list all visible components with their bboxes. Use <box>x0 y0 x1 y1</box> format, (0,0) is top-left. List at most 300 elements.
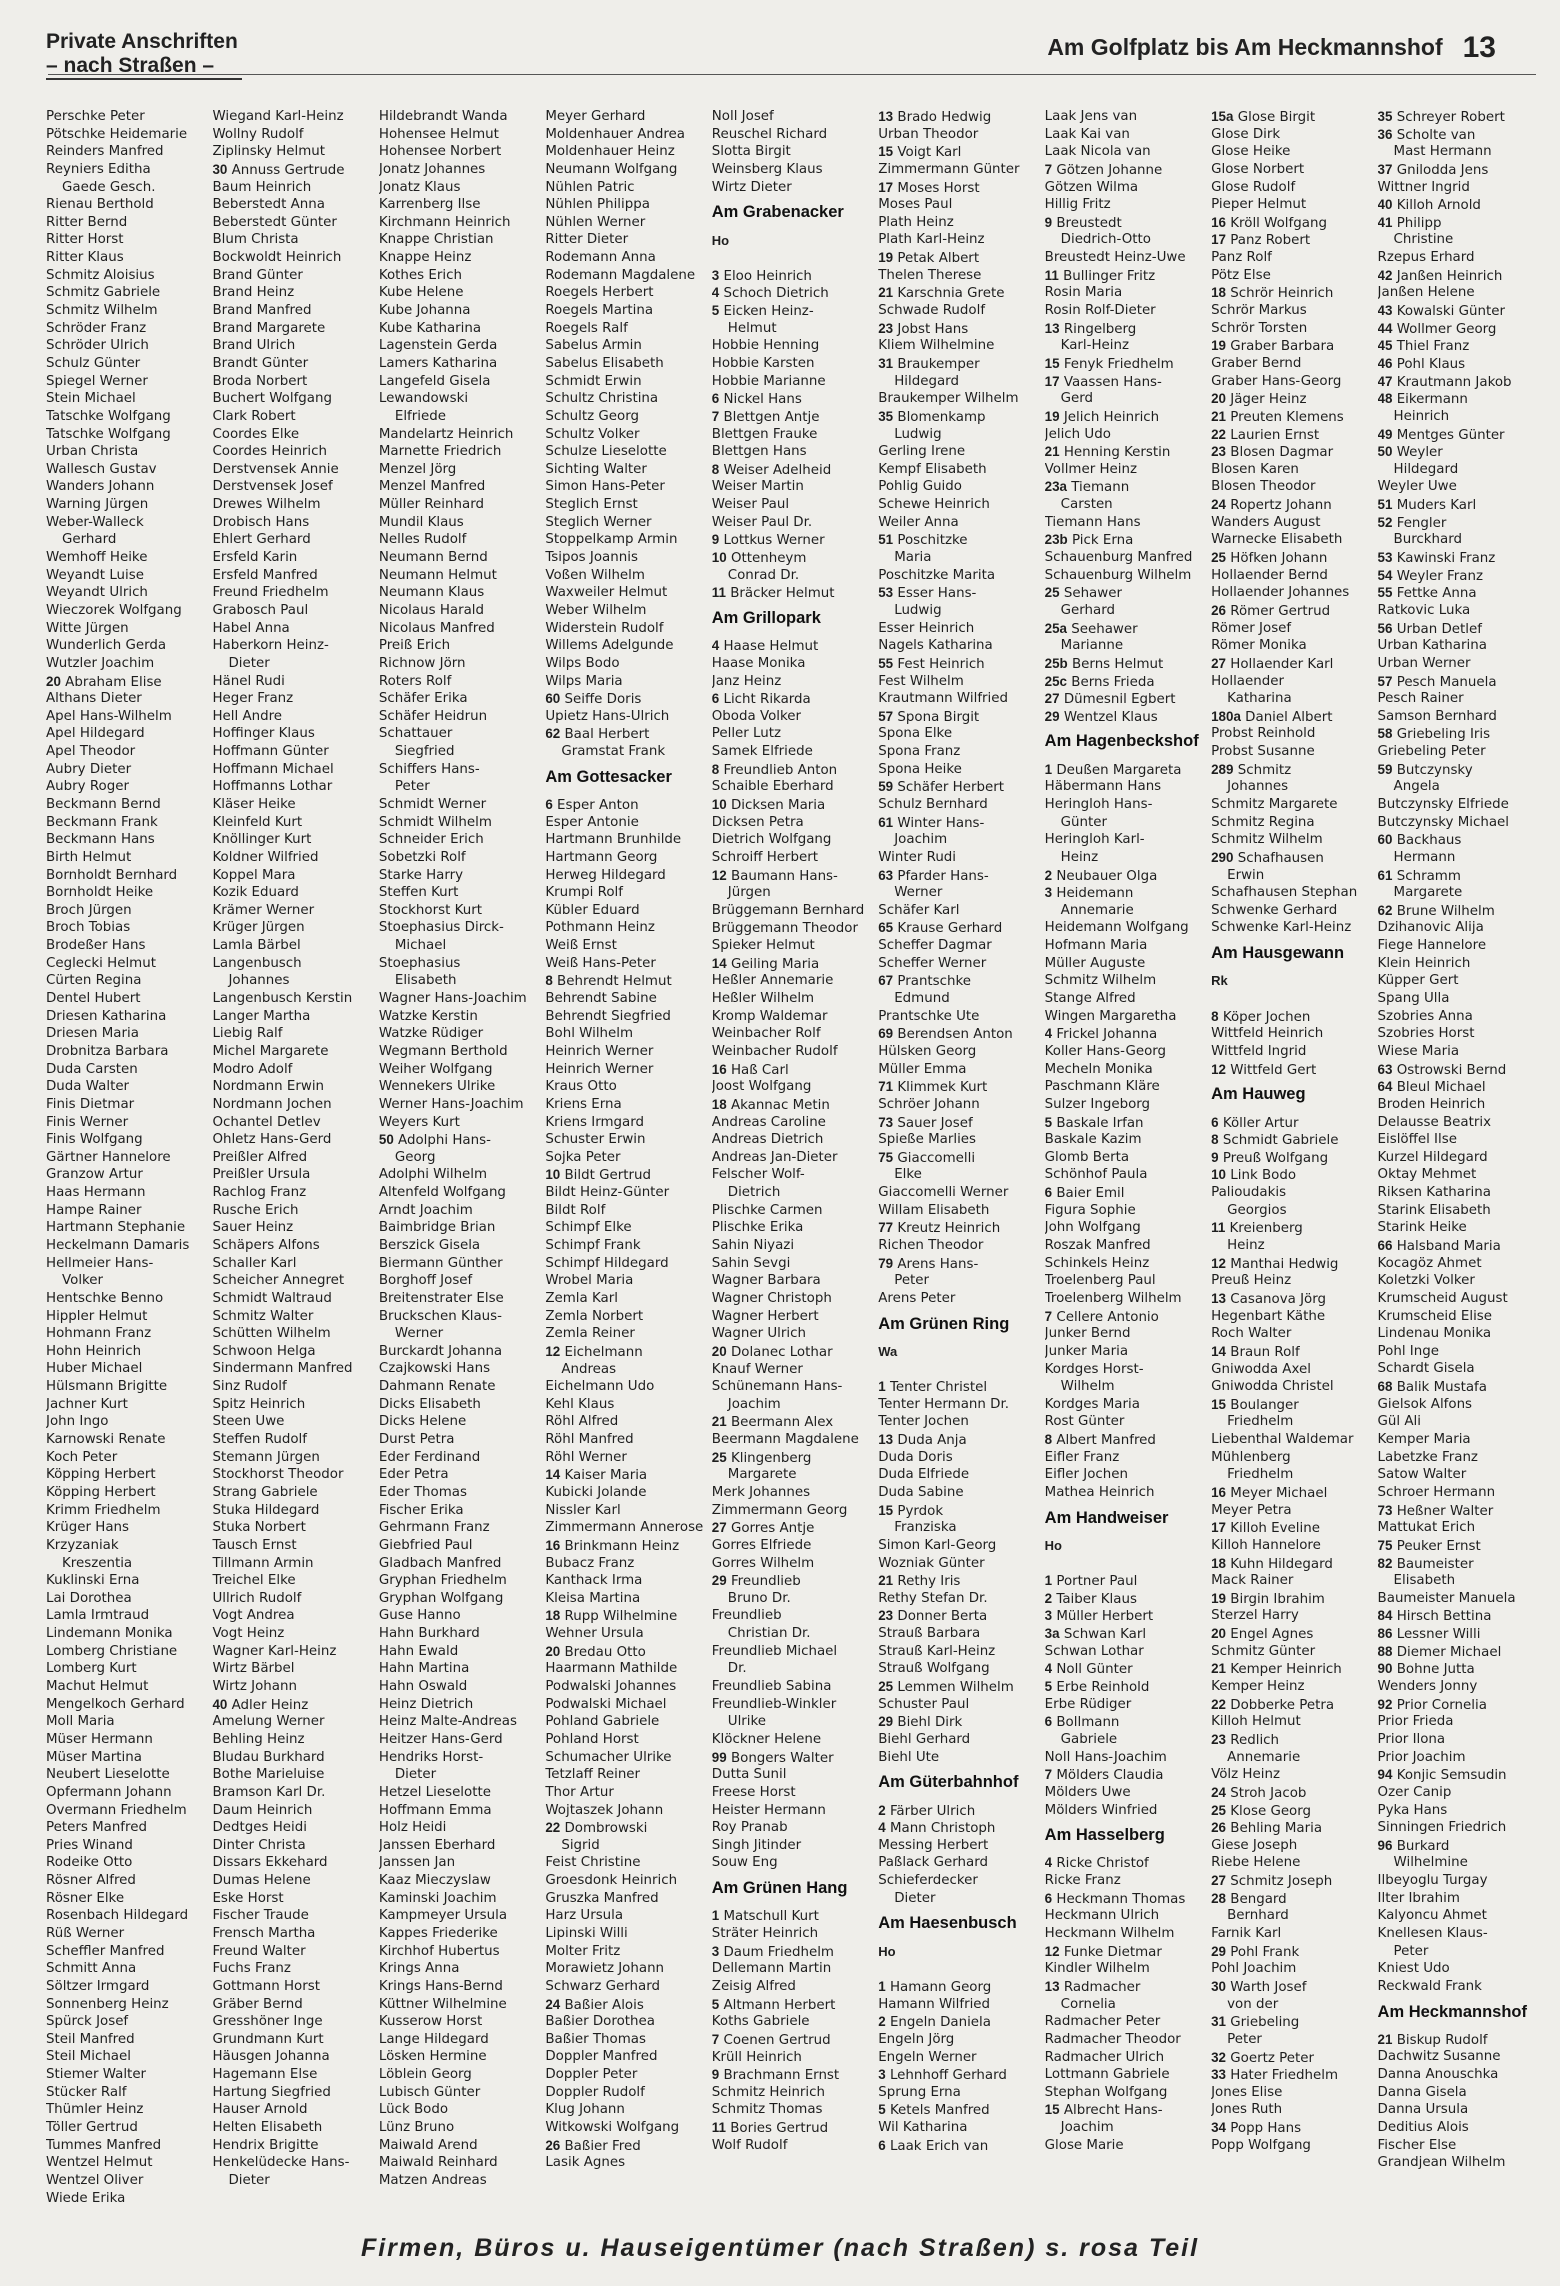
resident-name: Wilhelm <box>1060 1379 1115 1395</box>
resident-name: Donner Berta <box>897 1609 988 1625</box>
resident-entry <box>1045 390 1205 408</box>
resident-entry <box>46 1555 206 1573</box>
house-number: 84 <box>1377 1608 1393 1624</box>
resident-entry <box>1045 1872 1205 1890</box>
resident-entry <box>1378 1149 1538 1167</box>
house-number: 60 <box>1377 832 1393 848</box>
resident-entry <box>878 1607 1038 1625</box>
resident-name: Erbe Rüdiger <box>1044 1696 1132 1712</box>
resident-entry <box>379 690 539 708</box>
resident-entry <box>212 1343 372 1361</box>
resident-name: Spona Elke <box>878 726 953 742</box>
resident-entry <box>878 1890 1038 1908</box>
resident-name: Wehner Ursula <box>545 1626 644 1642</box>
resident-name: Frickel Johanna <box>1056 1027 1158 1043</box>
house-number: 4 <box>1044 1026 1053 1042</box>
resident-entry <box>1378 1131 1538 1149</box>
resident-name: Adolphi Hans- <box>398 1133 491 1149</box>
house-number: 15a <box>1211 109 1234 124</box>
resident-name: Mandelartz Heinrich <box>378 426 514 442</box>
resident-name: Rodemann Magdalene <box>545 267 696 283</box>
resident-name: Andreas Jan-Dieter <box>711 1149 838 1165</box>
resident-name: Gerling Irene <box>878 444 966 460</box>
resident-name: Schramm <box>1396 868 1461 884</box>
resident-name: Laak Nicola van <box>1044 144 1151 160</box>
resident-entry <box>379 1590 539 1608</box>
resident-entry <box>712 531 872 549</box>
house-number: 25 <box>1044 585 1060 601</box>
resident-entry <box>1045 126 1205 144</box>
directory-column <box>46 108 206 2226</box>
resident-entry <box>1045 1572 1205 1590</box>
resident-entry <box>878 1237 1038 1255</box>
house-number: 25b <box>1044 655 1068 671</box>
resident-entry <box>1211 1361 1371 1379</box>
resident-name: Labetzke Franz <box>1377 1449 1478 1465</box>
resident-name: Schmitz Regina <box>1211 814 1315 830</box>
resident-entry <box>712 1025 872 1043</box>
resident-entry <box>1045 514 1205 532</box>
resident-entry <box>46 1325 206 1343</box>
resident-entry <box>379 1237 539 1255</box>
resident-entry <box>1211 231 1371 249</box>
house-number: 12 <box>1211 1061 1227 1077</box>
resident-entry <box>712 920 872 938</box>
resident-name: Rienau Berthold <box>46 197 154 213</box>
resident-entry <box>1211 1131 1371 1149</box>
resident-name: Reinders Manfred <box>46 144 164 160</box>
resident-entry <box>878 955 1038 973</box>
resident-name: Popp Wolfgang <box>1211 2137 1311 2153</box>
resident-entry <box>379 1960 539 1978</box>
resident-entry <box>878 584 1038 602</box>
resident-name: Pohl Frank <box>1230 1944 1300 1960</box>
resident-entry <box>212 337 372 355</box>
resident-name: Freund Friedhelm <box>212 585 329 601</box>
resident-entry <box>878 655 1038 673</box>
resident-entry <box>1211 1290 1371 1308</box>
resident-entry <box>379 1837 539 1855</box>
resident-entry <box>1211 1625 1371 1643</box>
resident-name: Sobetzki Rolf <box>378 849 466 865</box>
resident-name: Coordes Elke <box>212 426 300 442</box>
resident-name: Winter Rudi <box>878 849 957 865</box>
resident-entry <box>545 655 705 673</box>
resident-entry <box>212 1360 372 1378</box>
resident-name: Hollaender <box>1211 673 1284 689</box>
resident-name: Baßier Alois <box>564 1997 644 2013</box>
resident-entry <box>1211 1519 1371 1537</box>
resident-entry <box>212 143 372 161</box>
resident-name: Kaiser Maria <box>564 1468 648 1484</box>
house-number: 65 <box>878 920 894 936</box>
resident-entry <box>46 478 206 496</box>
resident-name: Willam Elisabeth <box>878 1202 990 1218</box>
resident-entry <box>878 725 1038 743</box>
resident-entry <box>1378 1255 1538 1273</box>
resident-entry <box>545 1872 705 1890</box>
resident-entry <box>878 1643 1038 1661</box>
resident-name: Esper Antonie <box>545 814 639 830</box>
resident-entry <box>878 1219 1038 1237</box>
resident-name: Kirchmann Heinrich <box>378 214 511 230</box>
house-number: 8 <box>545 973 553 989</box>
resident-name: Prior Frieda <box>1377 1714 1454 1730</box>
resident-name: Watzke Rüdiger <box>378 1026 484 1042</box>
resident-name: Brand Ulrich <box>212 338 296 354</box>
resident-name: John Ingo <box>46 1414 109 1430</box>
resident-entry <box>1211 408 1371 426</box>
resident-entry <box>1211 708 1371 726</box>
resident-entry <box>1378 937 1538 955</box>
resident-entry <box>46 549 206 567</box>
resident-name: Gaede Gesch. <box>62 179 156 195</box>
resident-entry <box>1211 514 1371 532</box>
resident-name: Laak Erich van <box>889 2138 989 2154</box>
resident-entry <box>46 1008 206 1026</box>
resident-name: Ulrike <box>727 1714 767 1730</box>
house-number: 62 <box>1377 902 1393 918</box>
resident-entry <box>1378 1219 1538 1237</box>
resident-entry <box>212 1325 372 1343</box>
resident-name: Franziska <box>894 1520 957 1536</box>
resident-entry <box>1211 2137 1371 2155</box>
resident-name: Töller Gertrud <box>46 2120 138 2136</box>
resident-entry <box>379 302 539 320</box>
resident-name: Hoffmann Günter <box>212 744 329 760</box>
resident-name: Radmacher Ulrich <box>1044 2049 1165 2065</box>
resident-entry <box>212 531 372 549</box>
resident-entry <box>712 390 872 408</box>
resident-entry <box>212 1449 372 1467</box>
resident-entry <box>1045 1361 1205 1379</box>
resident-name: Preuß Wolfgang <box>1222 1150 1329 1166</box>
resident-entry <box>1378 637 1538 655</box>
resident-entry <box>1378 1784 1538 1802</box>
resident-name: Doppler Peter <box>545 2067 638 2083</box>
resident-entry <box>1211 1166 1371 1184</box>
resident-entry <box>46 1643 206 1661</box>
house-number: 24 <box>1211 1784 1227 1800</box>
resident-entry <box>46 2172 206 2190</box>
resident-name: Tiemann Hans <box>1044 514 1141 530</box>
resident-entry <box>1378 531 1538 549</box>
resident-name: Broda Norbert <box>212 373 308 389</box>
resident-name: Duda Doris <box>878 1449 953 1465</box>
resident-name: Deditius Alois <box>1377 2120 1469 2136</box>
house-number: 64 <box>1377 1079 1393 1095</box>
resident-entry <box>545 2137 705 2155</box>
resident-name: Gehrmann Franz <box>378 1520 490 1536</box>
resident-entry <box>1045 196 1205 214</box>
resident-entry <box>379 1907 539 1925</box>
resident-name: Kromp Waldemar <box>711 1008 828 1024</box>
resident-entry <box>545 919 705 937</box>
resident-name: Hildebrandt Wanda <box>378 109 508 124</box>
resident-entry <box>712 320 872 338</box>
house-number: 7 <box>1044 1308 1053 1324</box>
resident-name: Lubisch Günter <box>378 2084 481 2100</box>
resident-name: Marnette Friedrich <box>378 444 502 460</box>
resident-entry <box>1211 567 1371 585</box>
resident-name: Stuka Hildegard <box>212 1502 320 1518</box>
directory-column <box>712 108 872 2226</box>
resident-entry <box>1211 1308 1371 1326</box>
resident-entry <box>46 231 206 249</box>
resident-name: Kindler Wilhelm <box>1044 1961 1150 1977</box>
resident-entry <box>1211 1537 1371 1555</box>
resident-entry <box>1045 849 1205 867</box>
resident-entry <box>878 937 1038 955</box>
resident-entry <box>212 1890 372 1908</box>
resident-name: Kemper Maria <box>1377 1432 1471 1448</box>
resident-name: Dissars Ekkehard <box>212 1855 328 1871</box>
resident-name: Götzen Wilma <box>1044 179 1139 195</box>
resident-entry <box>46 1978 206 1996</box>
resident-name: Mölders Winfried <box>1044 1802 1158 1818</box>
resident-name: Koller Hans-Georg <box>1044 1043 1167 1059</box>
resident-name: Sichting Walter <box>545 461 647 477</box>
resident-entry <box>1378 478 1538 496</box>
resident-name: Ketels Manfred <box>889 2103 990 2119</box>
resident-name: Sigrid <box>561 1837 600 1853</box>
resident-name: Szobries Anna <box>1377 1008 1473 1024</box>
resident-name: Groesdonk Heinrich <box>545 1873 678 1889</box>
house-number: 4 <box>711 638 720 654</box>
resident-entry <box>545 214 705 232</box>
resident-entry <box>545 725 705 743</box>
resident-name: Gryphan Wolfgang <box>378 1590 504 1606</box>
resident-name: Schäfer Herbert <box>897 780 1004 796</box>
resident-entry <box>878 1484 1038 1502</box>
resident-name: Gabriele <box>1060 1731 1118 1747</box>
resident-name: Gerhard <box>62 532 117 548</box>
house-number: 90 <box>1377 1661 1393 1677</box>
resident-name: Duda Anja <box>897 1433 967 1449</box>
resident-name: Engeln Daniela <box>889 2015 991 2031</box>
resident-name: Graber Hans-Georg <box>1211 373 1342 389</box>
resident-entry <box>1378 1466 1538 1484</box>
resident-entry <box>712 867 872 885</box>
resident-entry <box>878 1166 1038 1184</box>
resident-name: Schewe Heinrich <box>878 497 990 513</box>
resident-entry <box>878 1078 1038 1096</box>
resident-name: Dedtges Heidi <box>212 1820 307 1836</box>
resident-entry <box>878 2137 1038 2155</box>
resident-entry <box>1045 1466 1205 1484</box>
resident-entry <box>545 179 705 197</box>
resident-name: Rosin Rolf-Dieter <box>1044 303 1156 319</box>
resident-name: Mölders Uwe <box>1044 1784 1131 1800</box>
house-number: 5 <box>1044 1114 1053 1130</box>
resident-name: Boulanger <box>1230 1397 1299 1413</box>
house-number: 13 <box>1044 320 1060 336</box>
resident-entry <box>212 284 372 302</box>
house-number: 32 <box>1211 2049 1227 2065</box>
resident-entry <box>379 796 539 814</box>
resident-name: Strauß Barbara <box>878 1626 981 1642</box>
resident-entry <box>712 126 872 144</box>
resident-name: Link Bodo <box>1230 1168 1297 1184</box>
resident-name: Delausse Beatrix <box>1377 1114 1491 1130</box>
resident-entry <box>46 179 206 197</box>
resident-name: Schultz Christina <box>545 391 659 407</box>
resident-entry <box>46 196 206 214</box>
resident-entry <box>1045 1625 1205 1643</box>
resident-entry <box>1045 1960 1205 1978</box>
resident-name: Birth Helmut <box>46 849 132 865</box>
resident-entry <box>545 1061 705 1079</box>
resident-entry <box>379 1943 539 1961</box>
resident-name: Mentges Günter <box>1396 427 1505 443</box>
resident-name: Mecheln Monika <box>1044 1061 1153 1077</box>
resident-entry <box>379 373 539 391</box>
resident-entry <box>878 1114 1038 1132</box>
resident-entry <box>878 478 1038 496</box>
resident-name: Wrobel Maria <box>545 1273 634 1289</box>
resident-entry <box>1045 1166 1205 1184</box>
resident-name: Elke <box>894 1167 922 1183</box>
resident-name: Figura Sophie <box>1044 1202 1136 1218</box>
resident-name: Dietrich Wolfgang <box>711 832 832 848</box>
resident-entry <box>1211 1237 1371 1255</box>
house-number: 23 <box>878 320 894 336</box>
street-heading: Am Heckmannshof <box>1377 2002 1527 2021</box>
resident-name: Dolanec Lothar <box>730 1344 833 1360</box>
resident-name: Schmitz Margarete <box>1211 796 1338 812</box>
resident-name: Hell Andre <box>212 708 283 724</box>
resident-entry <box>545 249 705 267</box>
resident-entry <box>212 1396 372 1414</box>
resident-entry <box>379 1802 539 1820</box>
resident-entry <box>212 1960 372 1978</box>
resident-name: Wilps Bodo <box>545 655 620 671</box>
resident-entry <box>1211 1996 1371 2014</box>
resident-name: Pothmann Heinz <box>545 920 655 936</box>
resident-name: Schardt Gisela <box>1377 1361 1475 1377</box>
resident-entry <box>545 2119 705 2137</box>
resident-name: Noll Josef <box>711 109 774 124</box>
resident-entry <box>712 902 872 920</box>
resident-name: Beckmann Frank <box>46 814 158 830</box>
resident-name: Troelenberg Wilhelm <box>1044 1290 1182 1306</box>
resident-entry <box>1045 531 1205 549</box>
resident-entry <box>379 1008 539 1026</box>
resident-name: Strauß Wolfgang <box>878 1661 990 1677</box>
house-number: 3 <box>878 2067 886 2083</box>
resident-entry <box>1378 708 1538 726</box>
resident-entry <box>46 620 206 638</box>
resident-entry <box>212 426 372 444</box>
resident-name: Baßier Dorothea <box>545 2014 655 2030</box>
resident-entry <box>712 1272 872 1290</box>
resident-name: Koldner Wilfried <box>212 849 319 865</box>
house-number: 3a <box>1044 1626 1060 1642</box>
house-number: 4 <box>1044 1855 1053 1871</box>
resident-name: Weiß Ernst <box>545 938 617 954</box>
resident-name: Prantschke <box>897 974 972 990</box>
resident-name: Wittfeld Ingrid <box>1211 1043 1307 1059</box>
resident-entry <box>379 390 539 408</box>
house-number: 19 <box>1211 1590 1227 1606</box>
resident-entry <box>878 2119 1038 2137</box>
resident-name: Eder Thomas <box>378 1484 467 1500</box>
resident-entry <box>379 2101 539 2119</box>
resident-name: Spitz Heinrich <box>212 1396 306 1412</box>
resident-name: Popp Hans <box>1230 2121 1302 2137</box>
house-number: 30 <box>1211 1978 1227 1994</box>
resident-name: Krzyzaniak <box>46 1537 119 1553</box>
resident-entry <box>878 1678 1038 1696</box>
resident-entry <box>1378 1766 1538 1784</box>
house-number: 88 <box>1377 1643 1393 1659</box>
resident-name: Höfken Johann <box>1230 551 1328 567</box>
resident-entry <box>46 2013 206 2031</box>
resident-entry <box>379 1078 539 1096</box>
resident-entry <box>379 1184 539 1202</box>
resident-name: Köpping Herbert <box>46 1484 156 1500</box>
resident-name: Peters Manfred <box>46 1820 147 1836</box>
resident-entry <box>1211 531 1371 549</box>
resident-entry <box>545 1378 705 1396</box>
district-code: Ho <box>1044 1537 1062 1553</box>
resident-entry <box>545 1466 705 1484</box>
resident-entry <box>46 1413 206 1431</box>
resident-name: Mölders Claudia <box>1056 1768 1164 1784</box>
resident-entry <box>545 1572 705 1590</box>
house-number: 17 <box>878 179 894 195</box>
resident-name: Schrör Torsten <box>1211 320 1308 336</box>
resident-name: Czajkowski Hans <box>378 1361 491 1377</box>
resident-name: Troelenberg Paul <box>1044 1273 1156 1289</box>
resident-entry <box>712 1413 872 1431</box>
resident-name: Grandjean Wilhelm <box>1377 2155 1506 2171</box>
house-number: 54 <box>1377 567 1393 583</box>
resident-entry <box>1211 743 1371 761</box>
resident-name: Brand Manfred <box>212 303 312 319</box>
resident-entry <box>712 496 872 514</box>
resident-name: Dumas Helene <box>212 1873 311 1889</box>
resident-name: Ehlert Gerhard <box>212 532 311 548</box>
resident-entry <box>712 725 872 743</box>
resident-name: Hartung Siegfried <box>212 2084 331 2100</box>
resident-entry <box>712 2101 872 2119</box>
resident-name: Spang Ulla <box>1377 991 1450 1007</box>
resident-entry <box>712 1978 872 1996</box>
resident-name: Joachim <box>1060 2120 1114 2136</box>
resident-name: Baskale Irfan <box>1056 1115 1144 1131</box>
resident-entry <box>1045 796 1205 814</box>
resident-name: Peter <box>1227 2031 1262 2047</box>
resident-name: Schmitz Joseph <box>1230 1874 1333 1890</box>
resident-name: Schmitz Günter <box>1211 1643 1316 1659</box>
resident-name: Rosenbach Hildegard <box>46 1908 189 1924</box>
resident-entry <box>212 690 372 708</box>
resident-entry <box>545 1837 705 1855</box>
resident-entry <box>212 1431 372 1449</box>
resident-entry <box>878 990 1038 1008</box>
resident-name: Frensch Martha <box>212 1925 316 1941</box>
resident-entry <box>46 1943 206 1961</box>
resident-name: Duda Elfriede <box>878 1467 970 1483</box>
resident-entry <box>1378 373 1538 391</box>
resident-entry <box>712 655 872 673</box>
resident-name: Baal Herbert <box>564 727 650 743</box>
resident-entry <box>712 796 872 814</box>
house-number: 3 <box>711 267 720 283</box>
resident-name: Kordges Maria <box>1044 1396 1140 1412</box>
resident-name: Kleisa Martina <box>545 1590 641 1606</box>
